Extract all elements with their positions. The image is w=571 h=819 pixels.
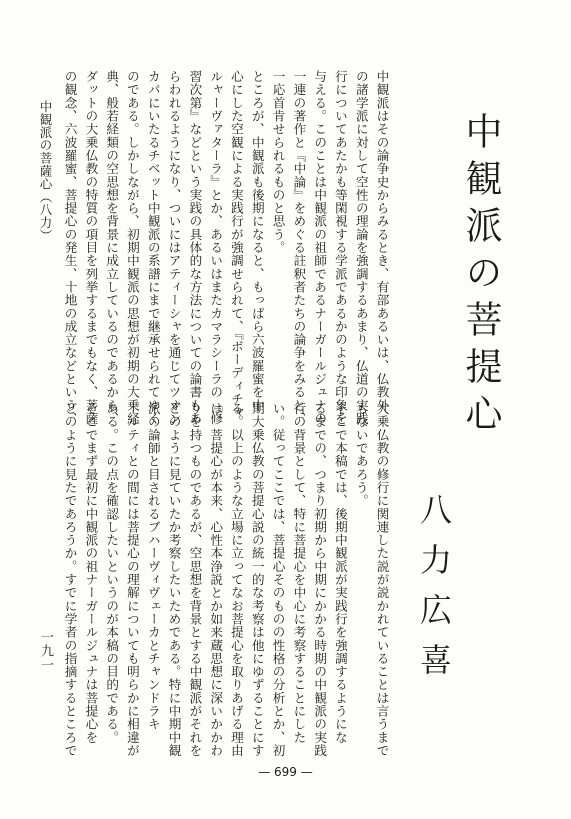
lower-text-column: ところが、中観派も後期になると、もっぱら六波羅蜜を中 <box>249 70 265 412</box>
lower-text-column: らわれるようになり、ついにはアティーシャを通じてツオン <box>166 70 182 426</box>
upper-text-column: ールティとの間には菩提心の理解についても明らかに相違が <box>124 402 140 758</box>
lower-text-column: 一応首肯せられるものと思う。 <box>270 70 286 255</box>
lower-text-column: 中観派はその論争史からみるとき、有部あるいは、仏教外 <box>374 70 390 412</box>
upper-text-column: 行の背景として、特に菩提心を中心に考察することにした <box>291 402 307 744</box>
lower-text-column: の諸学派に対して空性の理論を強調するあまり、仏道の実践 <box>353 70 369 426</box>
upper-text-column: 大乗仏教の修行に関連した説が説かれていることは言うまで <box>374 402 390 758</box>
running-head: 中観派の菩薩心（八力） <box>38 100 53 242</box>
page-number-bottom: — 699 — <box>258 765 313 779</box>
lower-text-column: のである。しかしながら、初期中観派の思想が初期の大乗経 <box>124 70 140 426</box>
lower-text-column: の観念、六波羅蜜、菩提心の発生、十地の成立などという、 <box>62 70 78 426</box>
lower-text-column: 心にした空観による実践行が強調せられて、『ボーディチャ <box>228 70 244 419</box>
lower-text-column: 一連の著作と『中論』をめぐる註釈者たちの論争をみると、 <box>291 70 307 426</box>
article-title: 中観派の菩提心 <box>459 112 502 441</box>
side-page-number: 一九一 <box>38 630 53 672</box>
upper-text-column: る。以上のような立場に立ってなお菩提心を取りあげる理由 <box>228 402 244 758</box>
lower-text-column: 与える。このことは中観派の祖師であるナーガールジュナの <box>312 70 328 426</box>
upper-text-column: りを持つものであるが、空思想を背景とする中観派がそれを <box>187 402 203 758</box>
upper-text-column: 期大乗仏教の菩提心説の統一的な考察は他にゆずることにす <box>249 402 265 758</box>
lower-text-column: 典、般若経類の空思想を背景に成立しているのであるから、 <box>104 70 120 426</box>
upper-text-column: ある。この点を確認したいというのが本稿の目的である。 <box>104 402 120 744</box>
lower-text-column: ダットの大乗仏教の特質の項目を列挙するまでもなく、菩薩 <box>83 70 99 426</box>
upper-text-column: もないであろう。 <box>353 402 369 508</box>
author-name: 八力広喜 <box>415 493 453 693</box>
upper-text-column: そこでまず最初に中観派の祖ナーガールジュナは菩提心を <box>83 402 99 744</box>
upper-text-column: どのように見ていたか考察したいためである。特に中期中観 <box>166 402 182 758</box>
upper-text-column: るまでの、つまり初期から中期にかかる時期の中観派の実践 <box>312 402 328 758</box>
upper-text-column: は、菩提心が本来、心性本浄説とか如来蔵思想に深いかかわ <box>208 402 224 758</box>
lower-text-column: 習次第』などという実践の具体的な方法についての論書もあ <box>187 70 203 426</box>
upper-text-column: い。従ってここでは、菩提心そのものの性格の分析とか、初 <box>270 402 286 758</box>
upper-text-column: 派の論師と目されるブハーヴィヴェーカとチャンドラキ <box>145 402 161 731</box>
upper-text-column: どのように見たであろうか。すでに学者の指摘するところで <box>62 402 78 758</box>
lower-text-column: カパにいたるチベット中観派の系譜にまで継承せられてゆく <box>145 70 161 426</box>
lower-text-column: 行についてあたかも等閑視する学派であるかのような印象を <box>332 70 348 426</box>
upper-text-column: そこで本稿では、後期中観派が実践行を強調するようにな <box>332 402 348 744</box>
lower-text-column: ルャーヴァターラ』とか、あるいはまたカマラシーラの『修 <box>208 70 224 426</box>
